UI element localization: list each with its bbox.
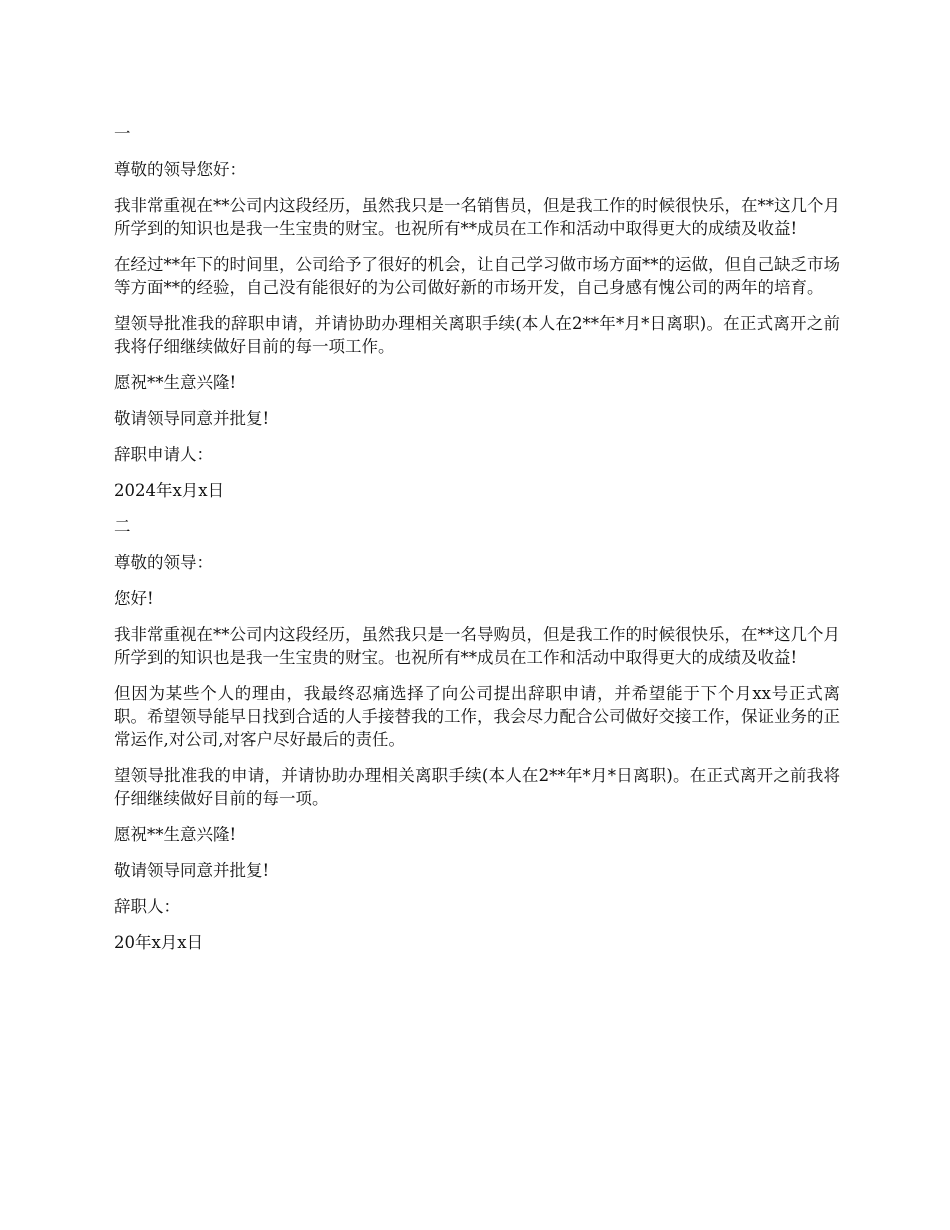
letter-1-greeting: 尊敬的领导您好： — [114, 160, 246, 179]
letter-2-signer: 辞职人： — [114, 897, 180, 916]
letter-1-paragraph-2: 在经过**年下的时间里，公司给予了很好的机会，让自己学习做市场方面**的运做，但自己缺乏市场等方面**的经验，自己没有能很好的为公司做好新的市场开发，自己身感有愧公司的两年的培育。 — [114, 255, 840, 297]
letter-2-salutation: 您好! — [114, 589, 154, 608]
letter-1-number: 一 — [114, 124, 131, 143]
letter-1-wish: 愿祝**生意兴隆! — [114, 373, 237, 392]
letter-2-paragraph-2: 但因为某些个人的理由，我最终忍痛选择了向公司提出辞职申请，并希望能于下个月xx号正式离职。希望领导能早日找到合适的人手接替我的工作，我会尽力配合公司做好交接工作，保证业务的正常运作,对公司,对客户尽好最后的责任。 — [114, 684, 840, 749]
letter-2-date: 20年x月x日 — [114, 933, 204, 952]
letter-2-paragraph-3: 望领导批准我的申请，并请协助办理相关离职手续(本人在2**年*月*日离职)。在正式离开之前我将仔细继续做好目前的每一项。 — [114, 766, 840, 808]
letter-1-request: 敬请领导同意并批复! — [114, 409, 270, 428]
letter-2-greeting: 尊敬的领导： — [114, 553, 213, 572]
letter-1-paragraph-3: 望领导批准我的辞职申请，并请协助办理相关离职手续(本人在2**年*月*日离职)。在正式离开之前我将仔细继续做好目前的每一项工作。 — [114, 314, 840, 356]
letter-1-date: 2024年x月x日 — [114, 481, 225, 500]
letter-1-signer: 辞职申请人： — [114, 445, 213, 464]
letter-2-wish: 愿祝**生意兴隆! — [114, 825, 237, 844]
document-page — [114, 122, 840, 967]
letter-1-paragraph-1: 我非常重视在**公司内这段经历，虽然我只是一名销售员，但是我工作的时候很快乐，在**这几个月所学到的知识也是我一生宝贵的财宝。也祝所有**成员在工作和活动中取得更大的成绩及收益! — [114, 196, 840, 238]
letter-2-paragraph-1: 我非常重视在**公司内这段经历，虽然我只是一名导购员，但是我工作的时候很快乐，在**这几个月所学到的知识也是我一生宝贵的财宝。也祝所有**成员在工作和活动中取得更大的成绩及收益! — [114, 625, 840, 667]
letter-2-request: 敬请领导同意并批复! — [114, 861, 270, 880]
letter-2-number: 二 — [114, 517, 131, 536]
